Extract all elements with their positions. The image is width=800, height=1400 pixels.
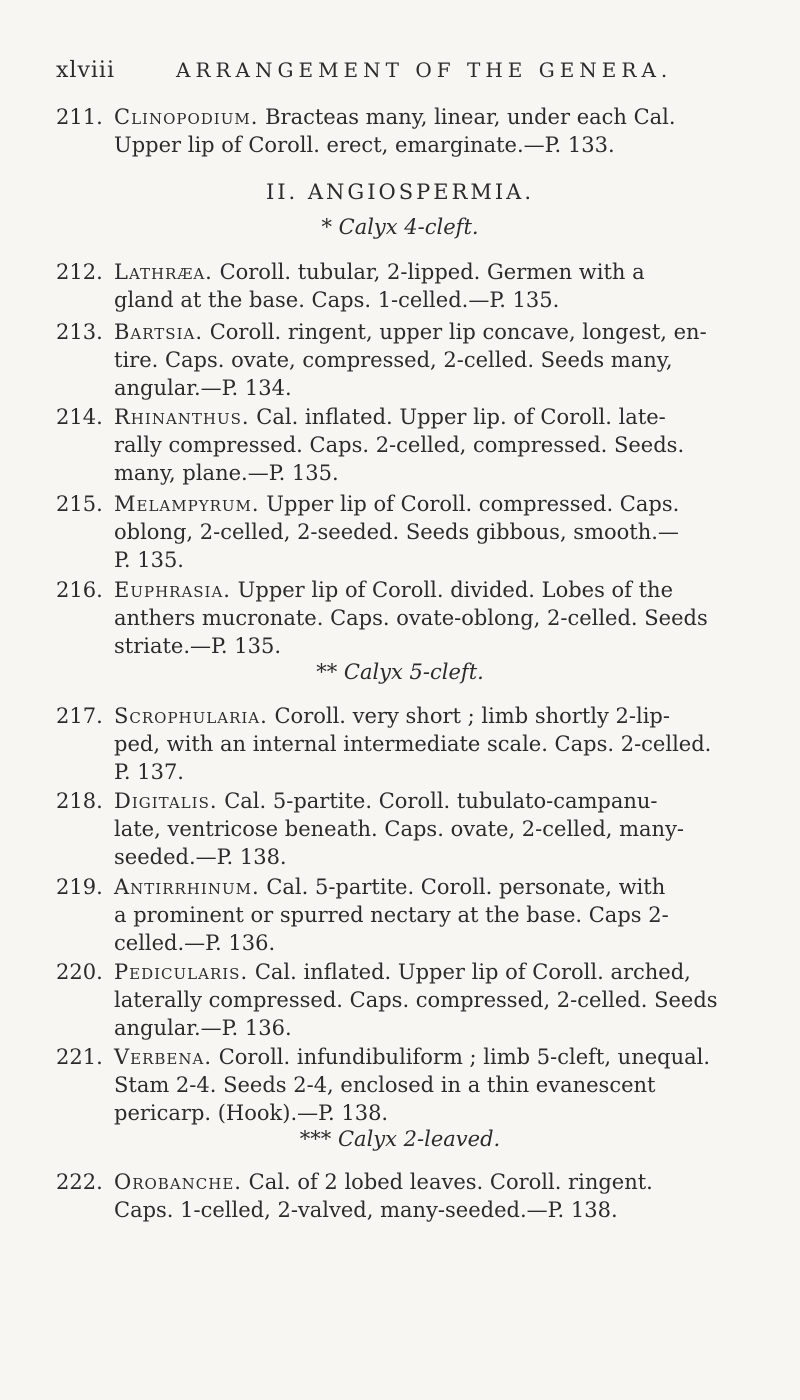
entry-line: tire. Caps. ovate, compressed, 2-celled. Seeds many, [114, 348, 673, 372]
genus-name: Rhinanthus. [114, 405, 250, 429]
genus-name: Scrophularia. [114, 704, 268, 728]
entry-line: late, ventricose beneath. Caps. ovate, 2-celled, many- [114, 817, 685, 841]
entry-line: P. 135. [114, 548, 184, 572]
entry-number: 219. [56, 875, 103, 899]
entry-line: pericarp. (Hook).—P. 138. [114, 1101, 389, 1125]
heading-title: Calyx 4-cleft. [338, 215, 479, 239]
entry-line: seeded.—P. 138. [114, 845, 287, 869]
genus-name: Verbena. [114, 1045, 213, 1069]
subsection-heading [0, 660, 800, 684]
entry-line: oblong, 2-celled, 2-seeded. Seeds gibbous, smooth.— [114, 520, 679, 544]
genus-name: Melampyrum. [114, 492, 260, 516]
entry-line: ped, with an internal intermediate scale. Caps. 2-celled. [114, 732, 712, 756]
genus-name: Bartsia. [114, 320, 204, 344]
entry-line: angular.—P. 134. [114, 376, 292, 400]
entry-line: Stam 2-4. Seeds 2-4, enclosed in a thin evanescent [114, 1073, 656, 1097]
page-number: xlviii [56, 58, 115, 83]
subsection-heading [0, 1127, 800, 1151]
entry-line: Cal. 5-partite. Coroll. personate, with [266, 875, 666, 899]
entry-line: Coroll. tubular, 2-lipped. Germen with a [219, 260, 645, 284]
entry-line: Upper lip of Coroll. compressed. Caps. [266, 492, 680, 516]
entry-number: 217. [56, 704, 103, 728]
entry-number: 216. [56, 578, 103, 602]
heading-title: Calyx 2-leaved. [337, 1127, 501, 1151]
entry-line: anthers mucronate. Caps. ovate-oblong, 2-celled. Seeds [114, 606, 708, 630]
entry-line: Bracteas many, linear, under each Cal. [265, 105, 676, 129]
genus-name: Digitalis. [114, 789, 218, 813]
entry-line: Caps. 1-celled, 2-valved, many-seeded.—P. 138. [114, 1198, 618, 1222]
entry-number: 211. [56, 105, 103, 129]
heading-mark: * [321, 215, 332, 239]
entry-line: P. 137. [114, 760, 184, 784]
genus-name: Orobanche. [114, 1170, 242, 1194]
genus-name: Antirrhinum. [114, 875, 260, 899]
entry-line: many, plane.—P. 135. [114, 461, 339, 485]
entry-line: striate.—P. 135. [114, 634, 282, 658]
entry-number: 214. [56, 405, 103, 429]
entry-line: Upper lip of Coroll. erect, emarginate.—P. 133. [114, 133, 615, 157]
entry-number: 220. [56, 960, 103, 984]
heading-mark: *** [299, 1127, 332, 1151]
entry-number: 213. [56, 320, 103, 344]
genus-name: Lathræa. [114, 260, 213, 284]
entry-line: a prominent or spurred nectary at the base. Caps 2- [114, 903, 669, 927]
entry-line: Coroll. very short ; limb shortly 2-lip- [274, 704, 670, 728]
entry-line: Cal. inflated. Upper lip of Coroll. arched, [254, 960, 691, 984]
entry-line: celled.—P. 136. [114, 931, 276, 955]
entry-number: 218. [56, 789, 103, 813]
subsection-heading [0, 215, 800, 239]
genus-name: Euphrasia. [114, 578, 231, 602]
entry-number: 215. [56, 492, 103, 516]
entry-line: Upper lip of Coroll. divided. Lobes of the [237, 578, 674, 602]
heading-mark: ** [316, 660, 338, 684]
heading-title: Calyx 5-cleft. [343, 660, 484, 684]
entry-line: gland at the base. Caps. 1-celled.—P. 135. [114, 288, 560, 312]
entry-line: Cal. inflated. Upper lip. of Coroll. late- [256, 405, 666, 429]
entry-line: Coroll. infundibuliform ; limb 5-cleft, unequal. [218, 1045, 711, 1069]
entry-line: Cal. of 2 lobed leaves. Coroll. ringent. [248, 1170, 653, 1194]
running-title: ARRANGEMENT OF THE GENERA. [176, 58, 673, 82]
genus-name: Clinopodium. [114, 105, 259, 129]
entry-line: laterally compressed. Caps. compressed, 2-celled. Seeds [114, 988, 718, 1012]
entry-line: Cal. 5-partite. Coroll. tubulato-campanu- [224, 789, 658, 813]
entry-number: 222. [56, 1170, 103, 1194]
entry-number: 212. [56, 260, 103, 284]
entry-line: rally compressed. Caps. 2-celled, compressed. Seeds. [114, 433, 685, 457]
entry-line: Coroll. ringent, upper lip concave, longest, en- [209, 320, 707, 344]
genus-name: Pedicularis. [114, 960, 249, 984]
order-heading: II. ANGIOSPERMIA. [265, 180, 535, 204]
entry-number: 221. [56, 1045, 103, 1069]
entry-line: angular.—P. 136. [114, 1016, 292, 1040]
